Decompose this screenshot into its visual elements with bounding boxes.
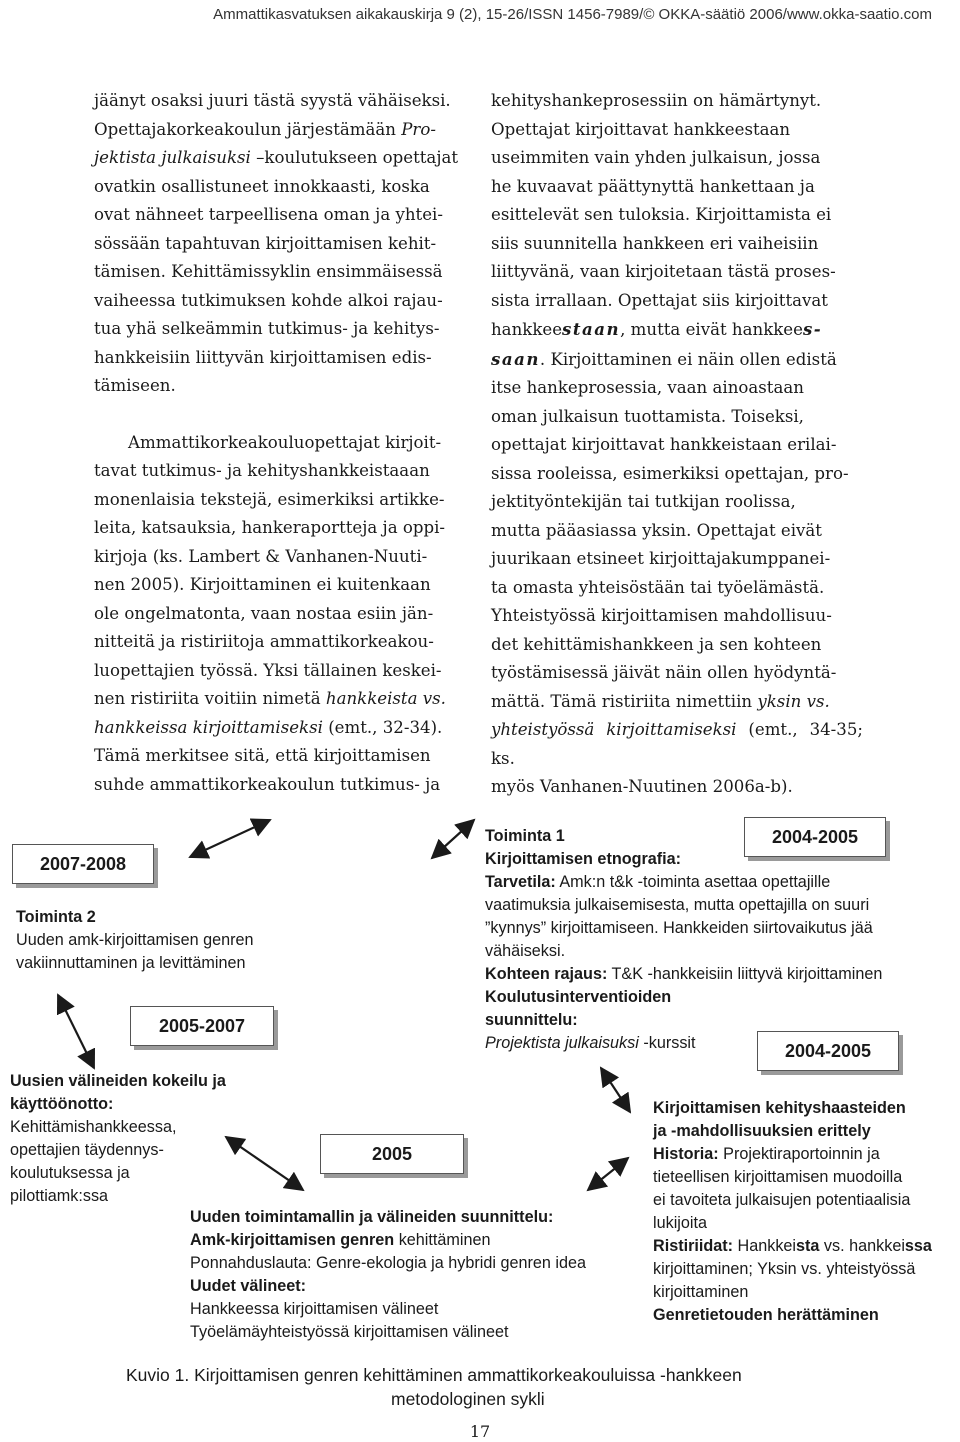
year-box-2004-2005-top: 2004-2005 [744,817,886,857]
year-box-2004-2005-right: 2004-2005 [757,1031,899,1071]
year-box-2005-2007: 2005-2007 [130,1006,274,1046]
uusien-valineiden-block: Uusien välineiden kokeilu ja käyttöönotto: Kehittämishankkeessa, opettajien täydennys- koulutuksessa ja pilottiamk:ssa [10,1072,226,1205]
arrow-top-right [432,820,474,858]
kehityshaasteet-block: Kirjoittamisen kehityshaasteiden ja -mahdollisuuksien erittely Historia: Projektiraportoinnin ja tieteellisen kirjoittamisen muodoilla ei tavoiteta julkaisujen potentiaalisia lukijoita Ristiriidat: Hankkeista vs. hankkeissa kirjoittaminen; Yksin vs. yhteistyössä kirjoittaminen Genretietouden herättäminen [653,1099,932,1324]
uuden-toimintamallin-block: Uuden toimintamallin ja välineiden suunnittelu: Amk-kirjoittamisen genren kehittäminen Ponnahduslauta: Genre-ekologia ja hybridi genren idea Uudet välineet: Hankkeessa kirjoittamisen välineet Työelämäyhteistyössä kirjoittamisen välineet [190,1208,586,1341]
arrow-right [601,1068,630,1112]
paragraph: Ammattikorkeakouluopettajat kirjoit- tavat tutkimus- ja kehityshankkeistaaan monenlaisia tekstejä, esimerkiksi artikke- leita, katsauksia, hankeraportteja ja oppi- kirjoja (ks. Lambert & Vanhanen-Nuuti- nen 2005). Kirjoittaminen ei kuitenkaan ole ongelmatonta, vaan nostaa esiin jän- nitteitä ja ristiriitoja ammattikorkeakou- luopettajien työssä. Yksi tällainen keskei- nen ristiriita voitiin nimetä hankkeista vs. hankkeissa kirjoittamiseksi (emt., 32-34). Tämä merkitsee sitä, että kirjoittamisen suhde ammattikorkeakoulun tutkimus- ja [94,432,446,794]
year-box-2007-2008: 2007-2008 [12,844,154,884]
toiminta-2-block: Toiminta 2 Uuden amk-kirjoittamisen genren vakiinnuttaminen ja levittäminen [16,908,254,972]
arrow-bottom-right [588,1158,628,1190]
journal-header: Ammattikasvatuksen aikakauskirja 9 (2), 15-26/ISSN 1456-7989/© OKKA-säätiö 2006/www.okka-saatio.com [213,6,932,23]
toiminta-1-block: Toiminta 1 Kirjoittamisen etnografia: Tarvetila: Amk:n t&k -toiminta asettaa opettajille vaatimuksia julkaisemisesta, mutta opettajilla on suuri ”kynnys” kirjoittamiseen. Hankkeiden siirtovaikutus jää vähäiseksi. Kohteen rajaus: T&K -hankkeisiin liittyvä kirjoittaminen Koulutusinterventioiden suunnittelu: Projektista julkaisuksi -kurssit [485,827,883,1052]
figure-caption: Kuvio 1. Kirjoittamisen genren kehittäminen ammattikorkeakouluissa -hankkeen metodologinen sykli [126,1365,742,1409]
arrow-top-left [190,820,270,857]
paragraph: jäänyt osaksi juuri tästä syystä vähäiseksi. Opettajakorkeakoulun järjestämään Pro- jektista julkaisuksi –koulutukseen opettajat ovatkin osallistuneet innokkaasti, koska ovat nähneet tarpeellisena oman ja yhtei- sössään tapahtuvan kirjoittamisen kehit- tämisen. Kehittämissyklin ensimmäisessä vaiheessa tutkimuksen kohde alkoi rajau- tua yhä selkeämmin tutkimus- ja kehitys- hankkeisiin liittyvän kirjoittamisen edis- tämiseen. [94,91,459,395]
year-box-2005: 2005 [320,1134,464,1174]
arrow-left [58,995,94,1068]
page-number: 17 [469,1422,491,1441]
paragraph: kehityshankeprosessiin on hämärtynyt. Opettajat kirjoittavat hankkeestaan useimmiten vain yhden julkaisun, jossa he kuvaavat päättynyttä hankettaan ja esittelevät sen tuloksia. Kirjoittamista ei siis suunnitella hankkeen eri vaiheisiin liittyvänä, vaan kirjoitetaan tästä proses- sista irrallaan. Opettajat siis kirjoittavat hankkeestaan, mutta eivät hankkees- saan. Kirjoittaminen ei näin ollen edistä itse hankeprosessia, vaan ainoastaan oman julkaisun tuottamista. Toiseksi, opettajat kirjoittavat hankkeistaan erilai- sissa rooleissa, esimerkiksi opettajan, pro- jektityöntekijän tai tutkijan roolissa, mutta pääasiassa yksin. Opettajat eivät juurikaan etsineet kirjoittajakumppanei- ta omasta yhteisöstään tai työelämästä. Yhteistyössä kirjoittamisen mahdollisuu- det kehittämishankkeen ja sen kohteen työstämisessä jäivät näin ollen hyödyntä- mättä. Tämä ristiriita nimettiin yksin vs. yhteistyössä kirjoittamiseksi (emt., 34-35; ks. myös Vanhanen-Nuutinen 2006a-b). [491,91,863,796]
arrow-bottom-left [226,1137,303,1190]
